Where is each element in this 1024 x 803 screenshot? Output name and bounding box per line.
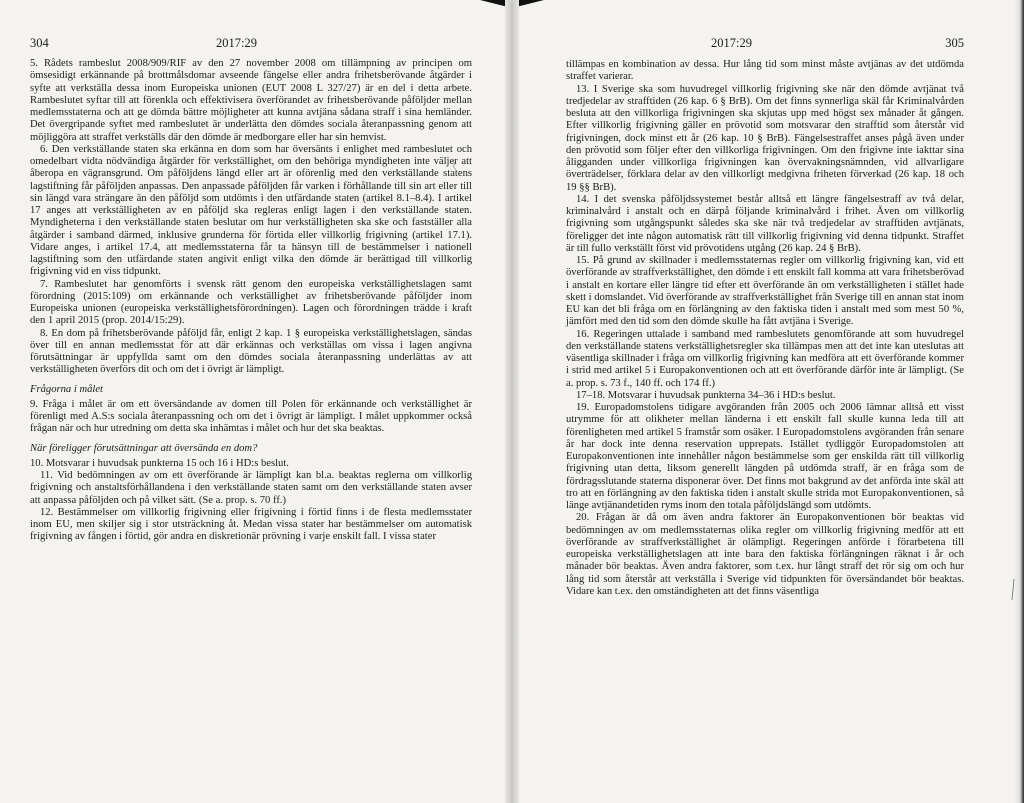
right-page-year: 2017:29 — [711, 36, 752, 50]
margin-stroke — [1010, 578, 1016, 602]
right-page — [566, 0, 964, 803]
paragraph-9: 9. Fråga i målet är om ett översändande av domen till Polen för erkännande och verkställighet är förenligt med A.S:s sociala återanpassning och om det i övrigt är lämpligt. I målet uppkommer också frågan när och hur utredning om detta ska inhämtas i målet och hur det ska beaktas. — [30, 398, 472, 435]
paragraph-20: 20. Frågan är då om även andra faktorer än Europakonventionen bör beaktas vid bedömningen av om medlemsstaternas olika regler om villkorlig frigivning medför att ett överförande av straffverkställighet är olämpligt. Regeringen anförde i förarbetena till europeiska verkställighetslagen att inte bara den faktiska förlängningen räknat i år och månader bör beaktas. Även andra faktorer, som t.ex. hur långt straff det rör sig om och hur lång tid som återstår att verkställa i Sverige vid tidpunkten för översändandet bör beaktas. Vidare kan t.ex. den omständigheten att det finns väsentliga — [566, 512, 964, 597]
page-edge — [1014, 0, 1024, 803]
paragraph-19: 19. Europadomstolens tidigare avgöranden från 2005 och 2006 lämnar alltså ett visst utrymme för att olikheter mellan länderna i ett enskilt fall skulle kunna leda till att förenligheten med artikel 5 framstår som osäker. I Europadomstolens avgöranden från senare år har dock inte denna reservation upprepats. Istället tydliggör Europadomstolen att Europakonventionen inte innehåller någon bestämmelse som ger enskilda rätt till villkorlig frigivning utan detta, liksom generellt längden på utdömda straff, är en fråga som de fördragsslutande staterna disponerar över. Det finns mot bakgrund av det anförda inte skäl att tro att en förlängning av den faktiska tiden i anstalt skulle strida mot Europakonventionen, så länge avtjänandetiden ryms inom den totala påföljdslängd som utdömts. — [566, 402, 964, 511]
paragraph-11: 11. Vid bedömningen av om ett överförande är lämpligt kan bl.a. beaktas reglerna om villkorlig frigivning och anstaltsförhållandena i den verkställande staten samt om den verkställande staten avser att anpassa påföljden och på vilket sätt. (Se a. prop. s. 70 ff.) — [30, 470, 472, 506]
pen-mark — [450, 158, 458, 172]
paragraph-13: 13. I Sverige ska som huvudregel villkorlig frigivning ske när den dömde avtjänat två tredjedelar av strafftiden (26 kap. 6 § BrB). Om det finns synnerliga skäl får Kriminalvården besluta att den villkorliga frigivningen ska skjutas upp med högst sex månader åt gången. Efter villkorlig frigivning gäller en prövotid som motsvarar den strafftid som återstår vid frigivningen, dock minst ett år (26 kap. 10 § BrB). Fängelsestraffet anses pågå även under den prövotid som följer efter den villkorliga frigivningen. Om den frigivne inte iakttar sina åligganden under villkorliga frigivningen kan övervakningsnämnden, vid allvarligare överträdelser, förklara delar av den villkorligt medgivna friheten förverkad (26 kap. 18 och 19 §§ BrB). — [566, 83, 964, 193]
paragraph-14: 14. I det svenska påföljdssystemet består alltså ett längre fängelsestraff av två delar, kriminalvård i anstalt och en därpå följande kriminalvård i frihet. Även om villkorlig frigivning som utgångspunkt således ska ske när två tredjedelar av strafftiden avtjänats, föreligger det inte någon automatisk rätt till villkorlig frigivning vid denna tidpunkt. Straffet är till fullo verkställt först vid prövotidens utgång (26 kap. 24 § BrB). — [566, 193, 964, 254]
paragraph-continued: tillämpas en kombination av dessa. Hur lång tid som minst måste avtjänas av det utdömda straffet varierar. — [566, 59, 964, 83]
paragraph-12: 12. Bestämmelser om villkorlig frigivning eller frigivning i förtid finns i de flesta medlemsstater inom EU, men skiljer sig i stor utsträckning åt. Medan vissa stater har bestämmelser om automatisk frigivning av fången i förtid, gör andra en diskretionär prövning i varje enskilt fall. I vissa stater — [30, 506, 472, 543]
paragraph-6: 6. Den verkställande staten ska erkänna en dom som har översänts i enlighet med rambeslutet och omedelbart vidta nödvändiga åtgärder för verkställighet, om den behöriga myndigheten inte väljer att åberopa en vägransgrund. Om påföljdens längd eller art är oförenlig med den verkställande statens lagstiftning får påföljden anpassas. Den anpassade påföljden får varken i förhållande till sin art eller till sin längd vara strängare än den påföljd som utdömts i den utfärdande staten (artikel 8.1–8.4). I artikel 17 anges att verkställigheten av en påföljd ska regleras enligt lagen i den verkställande staten. Myndigheterna i den verkställande staten beslutar om hur verkställigheten ska ske och fastställer alla åtgärder i samband därmed, inklusive grunderna för förtida eller villkorlig frigivning (artikel 17.1). Vidare anges, i artikel 17.4, att medlemsstaterna får ta hänsyn till de bestämmelser i nationell lagstiftning som den utfärdande staten angivit enligt vilka den dömde är berättigad till villkorlig frigivning vid en viss tidpunkt. — [30, 143, 472, 278]
paragraph-7: 7. Rambeslutet har genomförts i svensk rätt genom den europeiska verkställighetslagen samt förordning (2015:109) om erkännande och verkställighet av frihetsberövande påföljder inom Europeiska unionen (europeiska verkställighetsförordningen). Lagen och förordningen trädde i kraft den 1 april 2015 (prop. 2014/15:29). — [30, 278, 472, 327]
right-page-header — [566, 36, 964, 52]
left-page-year: 2017:29 — [216, 36, 257, 50]
section-heading-nar-foreligger: När föreligger förutsättningar att översända en dom? — [30, 442, 258, 454]
paragraph-8: 8. En dom på frihetsberövande påföljd får, enligt 2 kap. 1 § europeiska verkställighetslagen, sändas över till en annan medlemsstat för att där erkännas och verkställas om vissa i lagen angivna förutsättningar är uppfyllda samt om den dömdes sociala återanpassning underlättas av att verkställigheten överförs dit och om det i övrigt är lämpligt. — [30, 327, 472, 376]
left-page-number: 304 — [30, 36, 49, 50]
paragraph-17-18: 17–18. Motsvarar i huvudsak punkterna 34–36 i HD:s beslut. — [576, 389, 836, 401]
paragraph-10: 10. Motsvarar i huvudsak punkterna 15 och 16 i HD:s beslut. — [30, 457, 289, 469]
section-heading-fragorna: Frågorna i målet — [30, 383, 103, 395]
paragraph-5: 5. Rådets rambeslut 2008/909/RIF av den 27 november 2008 om tillämpning av principen om ömsesidigt erkännande på brottmålsdomar avseende fängelse eller andra frihetsberövande åtgärder i syfte att verkställa dessa inom Europeiska unionen (EUT 2008 L 327/27) är en del i detta arbete. Rambeslutet syftar till att förenkla och effektivisera överförandet av frihetsberövande påföljder mellan medlemsstaterna och att ge dömda bättre möjligheter att kunna avtjäna sådana straff i sina hemländer. Det övergripande syftet med rambeslutet är underlätta den dömdes sociala återanpassning genom att möjliggöra att straffet verkställs där den dömde är medborgare eller har sin hemvist. — [30, 58, 472, 143]
left-page-header — [30, 36, 472, 52]
book-gutter — [505, 0, 519, 803]
left-page — [30, 0, 472, 803]
paragraph-15: 15. På grund av skillnader i medlemsstaternas regler om villkorlig frigivning kan, vid ett överförande av straffverkställighet, den dömde i ett enskilt fall komma att vara frihetsberövad i anstalt en kortare eller längre tid efter ett överförande än om verkställigheten i stället hade skett i domslandet. Vid överförande av straffverkställighet från Sverige till en annan stat inom EU kan det bli fråga om en förlängning av den faktiska tiden i anstalt med som mest 50 %, jämfört med den tid som den dömde skulle ha fått avtjäna i Sverige. — [566, 255, 964, 328]
paragraph-16: 16. Regeringen uttalade i samband med rambeslutets genomförande att som huvudregel den verkställande statens verkställighetsregler ska tillämpas men att det inte kan uteslutas att väsentliga skillnader i fråga om villkorlig frigivning kan medföra att ett överförande kommer i strid med artikel 5 i Europakonventionen och att ett överförande därför inte är lämpligt. (Se a. prop. s. 73 f., 140 ff. och 174 ff.) — [566, 328, 964, 389]
right-page-body — [566, 59, 964, 598]
left-page-body — [30, 58, 472, 544]
right-page-number: 305 — [945, 36, 964, 50]
